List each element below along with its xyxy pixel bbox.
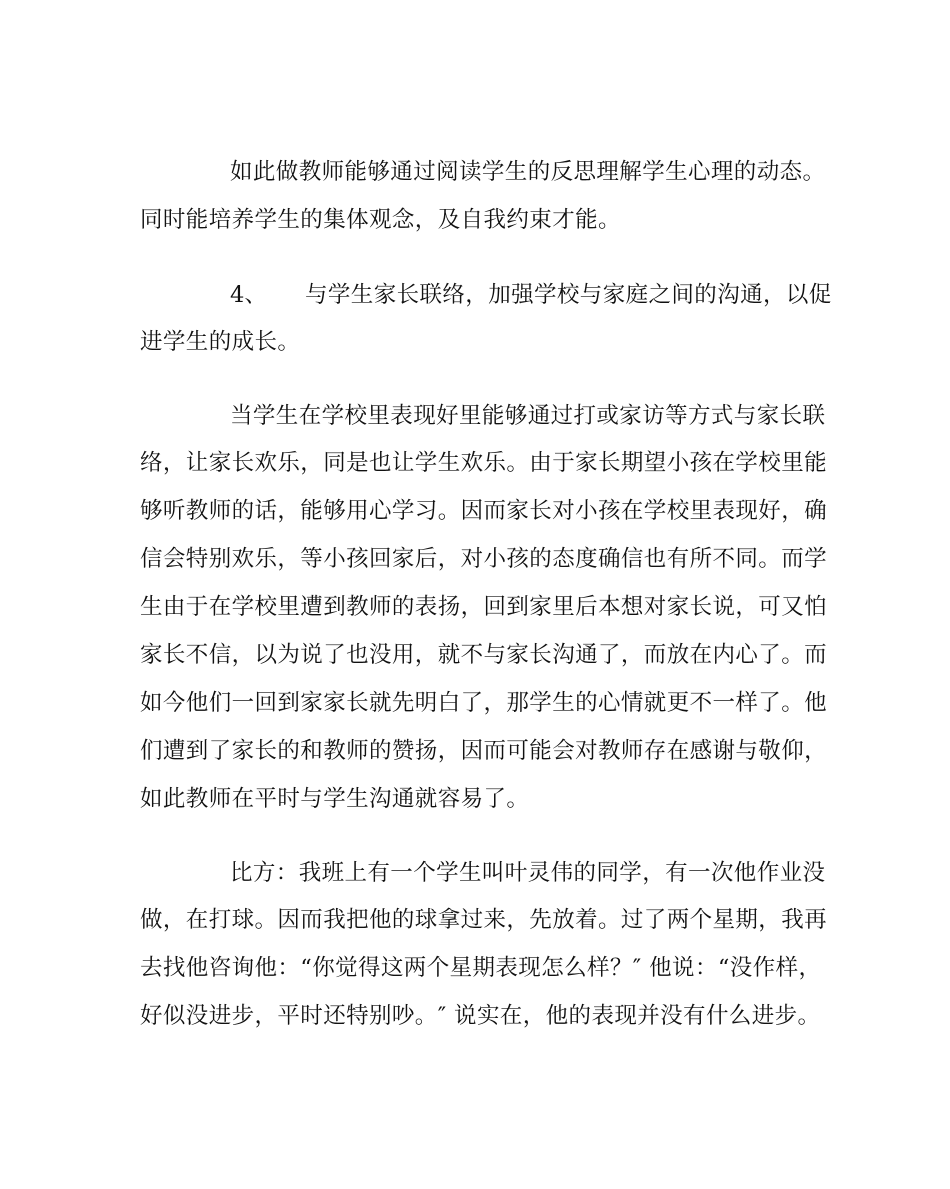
paragraph-3-line-3: 够听教师的话，能够用心学习。因而家长对小孩在学校里表现好，确 (140, 498, 828, 524)
paragraph-3-line-9: 如此教师在平时与学生沟通就容易了。 (140, 786, 530, 812)
paragraph-3-line-5: 生由于在学校里遭到教师的表扬，回到家里后本想对家长说，可又怕 (140, 594, 828, 620)
paragraph-4-line-4: 好似没进步，平时还特别吵。″ 说实在，他的表现并没有什么进步。 (140, 1003, 821, 1029)
paragraph-3-line-6: 家长不信，以为说了也没用，就不与家长沟通了，而放在内心了。而 (140, 642, 828, 668)
paragraph-3-line-1: 当学生在学校里表现好里能够通过打或家访等方式与家长联 (230, 403, 826, 429)
paragraph-2-line-1: 与学生家长联络，加强学校与家庭之间的沟通，以促 (305, 282, 832, 308)
paragraph-4-line-1: 比方：我班上有一个学生叫叶灵伟的同学，有一次他作业没 (230, 860, 826, 886)
list-item-number: 4、 (230, 282, 267, 308)
paragraph-3-line-2: 络，让家长欢乐，同是也让学生欢乐。由于家长期望小孩在学校里能 (140, 450, 828, 476)
paragraph-1-line-1: 如此做教师能够通过阅读学生的反思理解学生心理的动态。 (230, 159, 826, 185)
paragraph-1-line-2: 同时能培养学生的集体观念，及自我约束才能。 (140, 207, 621, 233)
paragraph-3-line-8: 们遭到了家长的和教师的赞扬，因而可能会对教师存在感谢与敬仰， (140, 738, 828, 764)
paragraph-3-line-7: 如今他们一回到家家长就先明白了，那学生的心情就更不一样了。他 (140, 690, 828, 716)
paragraph-2-line-2: 进学生的成长。 (140, 329, 301, 355)
paragraph-3-line-4: 信会特别欢乐，等小孩回家后，对小孩的态度确信也有所不同。而学 (140, 546, 828, 572)
paragraph-4-line-2: 做，在打球。因而我把他的球拿过来，先放着。过了两个星期，我再 (140, 907, 828, 933)
paragraph-4-line-3: 去找他咨询他：“你觉得这两个星期表现怎么样？″ 他说：“没作样， (140, 955, 822, 981)
